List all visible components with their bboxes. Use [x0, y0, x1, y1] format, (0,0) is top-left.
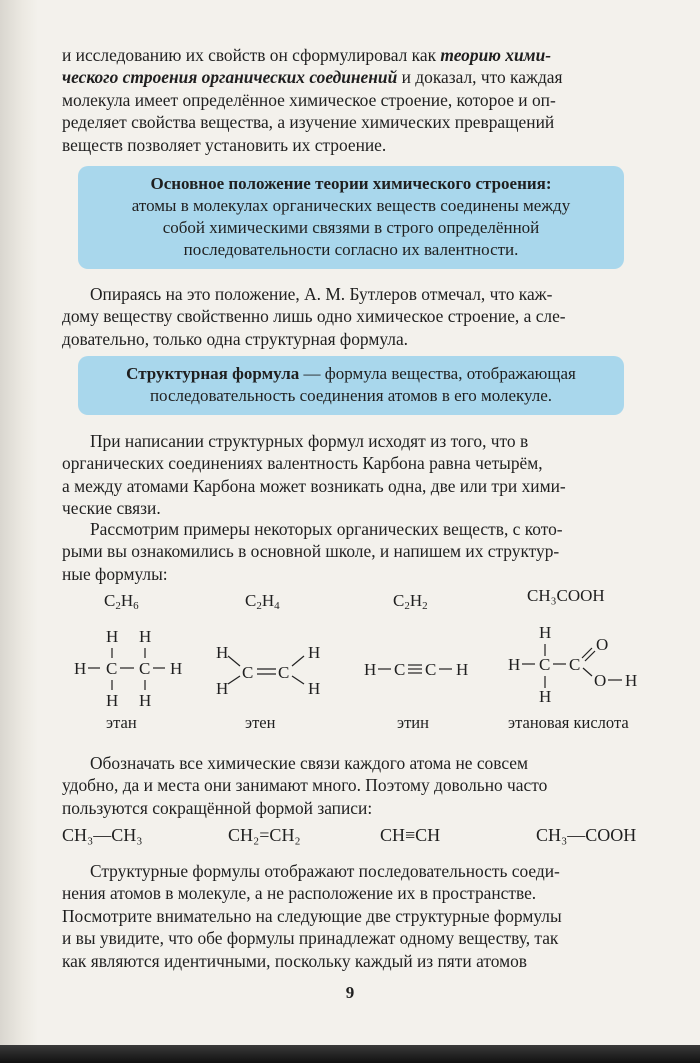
- svg-text:H: H: [139, 627, 152, 646]
- page-bottom-edge: [0, 1045, 700, 1063]
- svg-text:C: C: [394, 660, 406, 679]
- box-text: последовательности согласно их валентности.: [183, 240, 519, 259]
- formula-ethene: $C_2H_4$: [245, 591, 280, 612]
- svg-text:H: H: [539, 623, 552, 642]
- box-text: — формула вещества, отображающая: [299, 364, 576, 383]
- svg-text:H: H: [74, 659, 87, 678]
- box-term: Структурная формула: [126, 364, 300, 383]
- text-line: довательно, только одна структурная формула.: [62, 328, 409, 349]
- text-line: Опираясь на это положение, А. М. Бутлеров отмечал, что каж-: [90, 284, 553, 304]
- condensed-ethane: CH₃—CH₃: [62, 825, 143, 845]
- name-ethene: этен: [245, 713, 276, 732]
- page-number: 9: [345, 983, 355, 1002]
- text-line: Рассмотрим примеры некоторых органических веществ, с кото-: [90, 519, 563, 539]
- svg-text:C: C: [569, 655, 581, 674]
- text-line: и вы увидите, что обе формулы принадлежат одному веществу, так: [62, 928, 559, 949]
- svg-text:H: H: [106, 627, 119, 646]
- svg-text:C: C: [278, 663, 290, 682]
- svg-text:C: C: [539, 655, 551, 674]
- svg-text:H: H: [139, 691, 152, 710]
- name-ethyne: этин: [397, 713, 429, 732]
- paragraph-condensed-intro: [62, 752, 652, 819]
- formula-acetic-acid: CH₃COOH: [527, 586, 605, 605]
- text-line: При написании структурных формул исходят из того, что в: [90, 431, 529, 451]
- formula-ethyne: $C_2H_2$: [393, 591, 428, 612]
- name-ethane: этан: [106, 713, 137, 732]
- text-line: пользуются сокращённой формой записи:: [62, 797, 373, 818]
- box-text: последовательность соединения атомов в его молекуле.: [149, 386, 553, 405]
- svg-text:H: H: [216, 679, 229, 698]
- paragraph-examples: [62, 518, 652, 585]
- formula-ethane: $C_2H_6$: [104, 591, 139, 612]
- svg-text:C: C: [106, 659, 118, 678]
- svg-text:O: O: [596, 635, 609, 654]
- svg-text:H: H: [216, 643, 229, 662]
- svg-text:H: H: [539, 687, 552, 706]
- structure-acetic-acid: [508, 620, 658, 715]
- structure-ethyne: [364, 658, 484, 687]
- text-line: Обозначать все химические связи каждого атома не совсем: [90, 753, 528, 773]
- theory-definition-box: [78, 166, 624, 269]
- condensed-ethyne: CH≡CH: [380, 825, 441, 845]
- svg-text:C: C: [425, 660, 437, 679]
- box-text: атомы в молекулах органических веществ соединены между: [131, 196, 571, 215]
- svg-text:H: H: [106, 691, 119, 710]
- text-line: ческие связи.: [62, 498, 161, 519]
- paragraph-butlerov: [62, 283, 652, 350]
- text-line: Посмотрите внимательно на следующие две структурные формулы: [62, 905, 562, 926]
- text-line: рыми вы ознакомились в основной школе, и напишем их структур-: [62, 541, 560, 562]
- text-line: Структурные формулы отображают последовательность соеди-: [90, 861, 560, 881]
- svg-text:H: H: [456, 660, 469, 679]
- svg-text:H: H: [170, 659, 183, 678]
- text-line: как являются идентичными, поскольку каждый из пяти атомов: [62, 950, 527, 971]
- paragraph-intro: [62, 44, 652, 156]
- text-line: органических соединениях валентность Карбона равна четырём,: [62, 453, 543, 474]
- emphasis-term: теорию хими-: [440, 45, 552, 65]
- box-text: собой химическими связями в строго определённой: [162, 218, 540, 237]
- structural-formula-box: [78, 356, 624, 415]
- structure-ethene: [214, 636, 334, 711]
- structure-ethane: [72, 620, 192, 715]
- box-title: Основное положение теории химического строения:: [150, 174, 552, 193]
- condensed-acetic-acid: CH₃—COOH: [536, 825, 637, 845]
- emphasis-term: ческого строения органических соединений: [62, 67, 398, 88]
- condensed-ethene: CH₂=CH₂: [228, 825, 301, 845]
- text-line: веществ позволяет установить их строение.: [62, 134, 387, 155]
- name-acetic-acid: этановая кислота: [508, 713, 629, 732]
- text-line: ные формулы:: [62, 563, 168, 584]
- page-left-edge: [0, 0, 38, 1063]
- text-line: и доказал, что каждая: [401, 67, 563, 88]
- paragraph-valence: [62, 430, 652, 520]
- svg-text:H: H: [308, 679, 321, 698]
- svg-text:O: O: [594, 671, 607, 690]
- paragraph-structure-note: [62, 860, 652, 972]
- svg-text:C: C: [139, 659, 151, 678]
- text-line: удобно, да и места они занимают много. Поэтому довольно часто: [62, 775, 548, 796]
- svg-text:H: H: [364, 660, 377, 679]
- svg-text:H: H: [625, 671, 638, 690]
- svg-text:H: H: [508, 655, 521, 674]
- svg-text:H: H: [308, 643, 321, 662]
- text-line: дому веществу свойственно лишь одно химическое строение, а сле-: [62, 306, 566, 327]
- svg-text:C: C: [242, 663, 254, 682]
- text-line: молекула имеет определённое химическое строение, которое и оп-: [62, 89, 556, 110]
- text-line: нения атомов в молекуле, а не расположение их в пространстве.: [62, 883, 537, 904]
- text-line: и исследованию их свойств он сформулировал как: [62, 45, 437, 65]
- text-line: ределяет свойства вещества, а изучение химических превращений: [62, 112, 555, 133]
- text-line: а между атомами Карбона может возникать одна, две или три хими-: [62, 475, 566, 496]
